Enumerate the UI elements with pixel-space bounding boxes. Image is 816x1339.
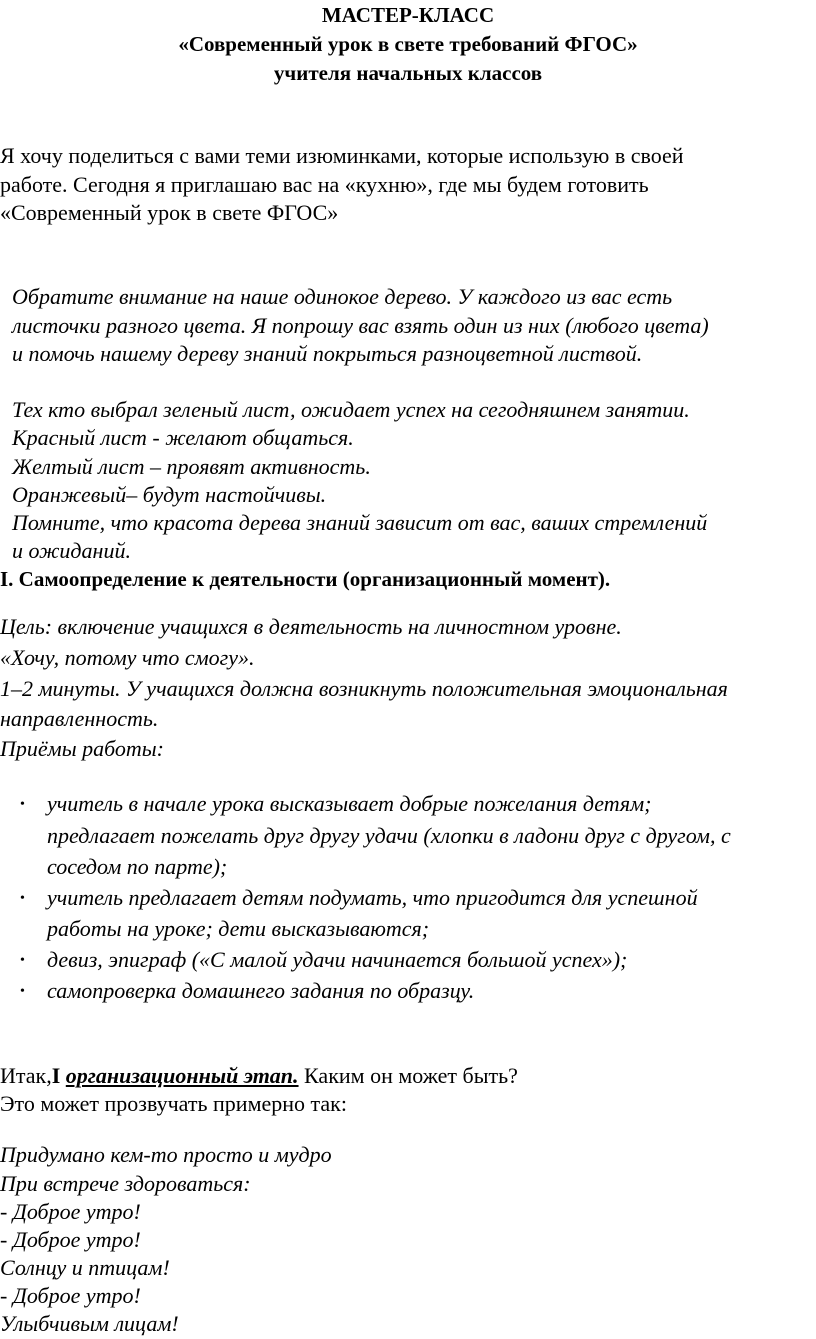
leaves-paragraph-line: Желтый лист – проявят активность. [12, 454, 371, 479]
intro-line: Я хочу поделиться с вами теми изюминками, которые использую в своей [0, 143, 684, 168]
bullet-marker: • [20, 984, 25, 999]
list-item-line: соседом по парте); [47, 854, 228, 879]
conclusion-roman: I [51, 1063, 66, 1088]
intro-line: работе. Сегодня я приглашаю вас на «кухню», где мы будем готовить [0, 172, 649, 197]
conclusion-line-2: Это может прозвучать примерно так: [0, 1091, 347, 1116]
list-item-line: девиз, эпиграф («С малой удачи начинается большой успех»); [47, 947, 628, 972]
tree-paragraph-line: и помочь нашему дереву знаний покрыться разноцветной листвой. [12, 341, 643, 366]
conclusion-line [0, 1063, 518, 1089]
list-item-line: самопроверка домашнего задания по образцу. [47, 978, 475, 1003]
poem-line: При встрече здороваться: [0, 1171, 251, 1196]
poem-line: Солнцу и птицам! [0, 1255, 170, 1280]
poem-line: Придумано кем-то просто и мудро [0, 1142, 332, 1167]
list-item-line: учитель в начале урока высказывает добрые пожелания детям; [47, 791, 652, 816]
leaves-paragraph-line: Тех кто выбрал зеленый лист, ожидает успех на сегодняшнем занятии. [12, 397, 690, 422]
bullet-marker: • [20, 797, 25, 812]
bullet-marker: • [20, 891, 25, 906]
poem-line: - Доброе утро! [0, 1283, 141, 1308]
document-title: МАСТЕР-КЛАСС [321, 3, 495, 27]
goal-line: «Хочу, потому что смогу». [0, 645, 255, 670]
list-item-line: учитель предлагает детям подумать, что пригодится для успешной [47, 885, 698, 910]
section-heading: I. Самоопределение к деятельности (организационный момент). [0, 567, 611, 591]
goal-line: Цель: включение учащихся в деятельность на личностном уровне. [0, 614, 622, 639]
list-item-line: предлагает пожелать друг другу удачи (хлопки в ладони друг с другом, с [47, 823, 731, 848]
leaves-paragraph-line: и ожиданий. [12, 538, 131, 563]
goal-line: 1–2 минуты. У учащихся должна возникнуть положительная эмоциональная [0, 676, 728, 701]
list-item-line: работы на уроке; дети высказываются; [47, 916, 430, 941]
poem-line: - Доброе утро! [0, 1227, 141, 1252]
document-subtitle: «Современный урок в свете требований ФГОС» [178, 32, 638, 56]
goal-line: Приёмы работы: [0, 736, 164, 761]
conclusion-question: Каким он может быть? [298, 1063, 518, 1088]
goal-line: направленность. [0, 706, 159, 731]
document-subtitle-audience: учителя начальных классов [273, 61, 543, 85]
leaves-paragraph-line: Красный лист - желают общаться. [12, 425, 354, 450]
conclusion-stage: организационный этап. [65, 1063, 299, 1088]
leaves-paragraph-line: Оранжевый– будут настойчивы. [12, 482, 327, 507]
conclusion-prefix: Итак, [0, 1063, 52, 1088]
poem-line: Улыбчивым лицам! [0, 1311, 179, 1336]
intro-line: «Современный урок в свете ФГОС» [0, 200, 339, 225]
poem-line: - Доброе утро! [0, 1199, 141, 1224]
tree-paragraph-line: Обратите внимание на наше одинокое дерево. У каждого из вас есть [12, 284, 673, 309]
tree-paragraph-line: листочки разного цвета. Я попрошу вас взять один из них (любого цвета) [12, 313, 709, 338]
leaves-paragraph-line: Помните, что красота дерева знаний зависит от вас, ваших стремлений [12, 510, 708, 535]
bullet-marker: • [20, 953, 25, 968]
